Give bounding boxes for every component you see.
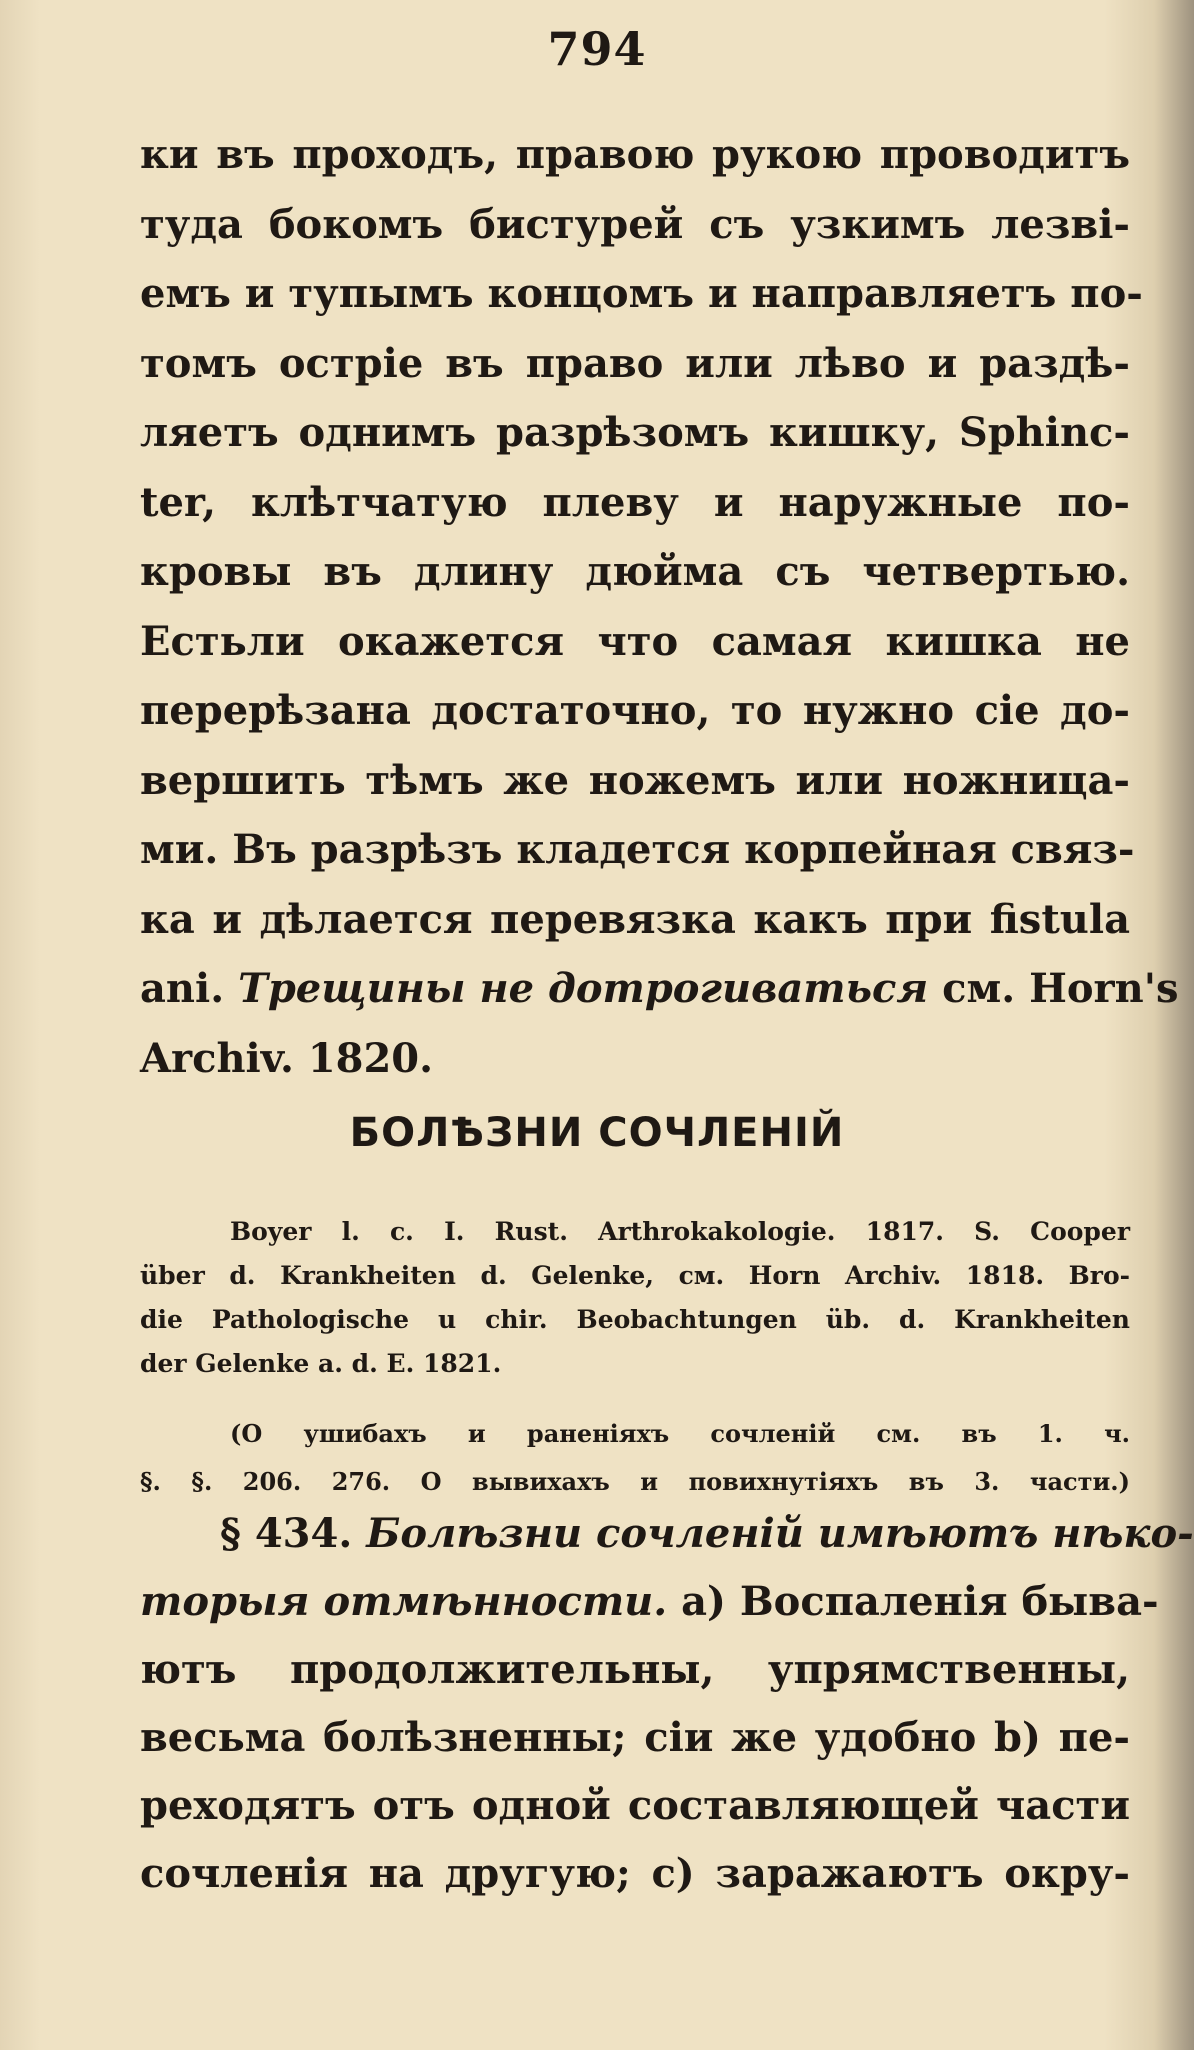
- text-fragment: а) Воспаленія быва-: [681, 1578, 1159, 1625]
- text-line: ляетъ однимъ разрѣзомъ кишку, Sphinc-: [140, 409, 1130, 456]
- text-line: емъ и тупымъ концомъ и направляетъ по-: [140, 270, 1143, 317]
- text-line: томъ остріе въ право или лѣво и раздѣ-: [140, 339, 1130, 387]
- italic-phrase: Болѣзни сочленій имѣютъ нѣко-: [366, 1510, 1194, 1557]
- reference-line: die Pathologische u chir. Beobachtungen üb. d. Krankheiten: [140, 1305, 1130, 1334]
- reference-line: Boyer l. c. I. Rust. Arthrokakologie. 1817. S. Cooper: [230, 1217, 1130, 1246]
- references-block: [140, 1210, 1130, 1386]
- paragraph-line: [140, 1568, 1159, 1636]
- text-fragment: ani.: [140, 965, 225, 1012]
- text-fragment: см. Horn's: [942, 965, 1179, 1012]
- reference-line: über d. Krankheiten d. Gelenke, см. Horn Archiv. 1818. Bro-: [140, 1261, 1130, 1290]
- note-line: (О ушибахъ и раненіяхъ сочленій см. въ 1. ч.: [230, 1419, 1130, 1448]
- paragraph-first-line: [140, 1500, 1194, 1568]
- paragraph-line: ютъ продолжительны, упрямственны,: [140, 1646, 1130, 1693]
- cross-reference-note: [140, 1410, 1130, 1506]
- text-line: Archiv. 1820.: [140, 1034, 434, 1082]
- text-line: ка и дѣлается перевязка какъ при fistula: [140, 895, 1130, 943]
- page-number: 794: [547, 22, 647, 76]
- text-line: кровы въ длину дюйма съ четвертью.: [140, 548, 1130, 595]
- text-line: перерѣзана достаточно, то нужно сіе до-: [140, 687, 1130, 734]
- text-line: ми. Въ разрѣзъ кладется корпейная связ-: [140, 826, 1135, 873]
- text-line: туда бокомъ бистурей съ узкимъ лезві-: [140, 200, 1130, 248]
- text-line-citation: [140, 954, 1179, 1024]
- reference-line: der Gelenke a. d. E. 1821.: [140, 1349, 502, 1378]
- section-paragraph: [140, 1500, 1194, 1908]
- section-mark: § 434.: [220, 1510, 353, 1557]
- continuation-paragraph: [140, 120, 1179, 1093]
- text-line: ter, клѣтчатую плеву и наружные по-: [140, 478, 1130, 526]
- italic-phrase: Трещины не дотрогиваться: [238, 965, 929, 1012]
- text-line: ки въ проходъ, правою рукою проводитъ: [140, 131, 1130, 178]
- text-line: Естьли окажется что самая кишка не: [140, 617, 1130, 665]
- paragraph-line: реходятъ отъ одной составляющей части: [140, 1782, 1130, 1829]
- text-line: вершить тѣмъ же ножемъ или ножница-: [140, 756, 1130, 804]
- note-line: §. §. 206. 276. О вывихахъ и повихнутіяхъ въ 3. части.): [140, 1467, 1130, 1496]
- section-title: БОЛѢЗНИ СОЧЛЕНІЙ: [349, 1110, 845, 1156]
- paragraph-line: сочленія на другую; с) заражаютъ окру-: [140, 1850, 1130, 1897]
- paragraph-line: весьма болѣзненны; сіи же удобно b) пе-: [140, 1714, 1130, 1761]
- italic-phrase: торыя отмѣнности.: [140, 1578, 668, 1625]
